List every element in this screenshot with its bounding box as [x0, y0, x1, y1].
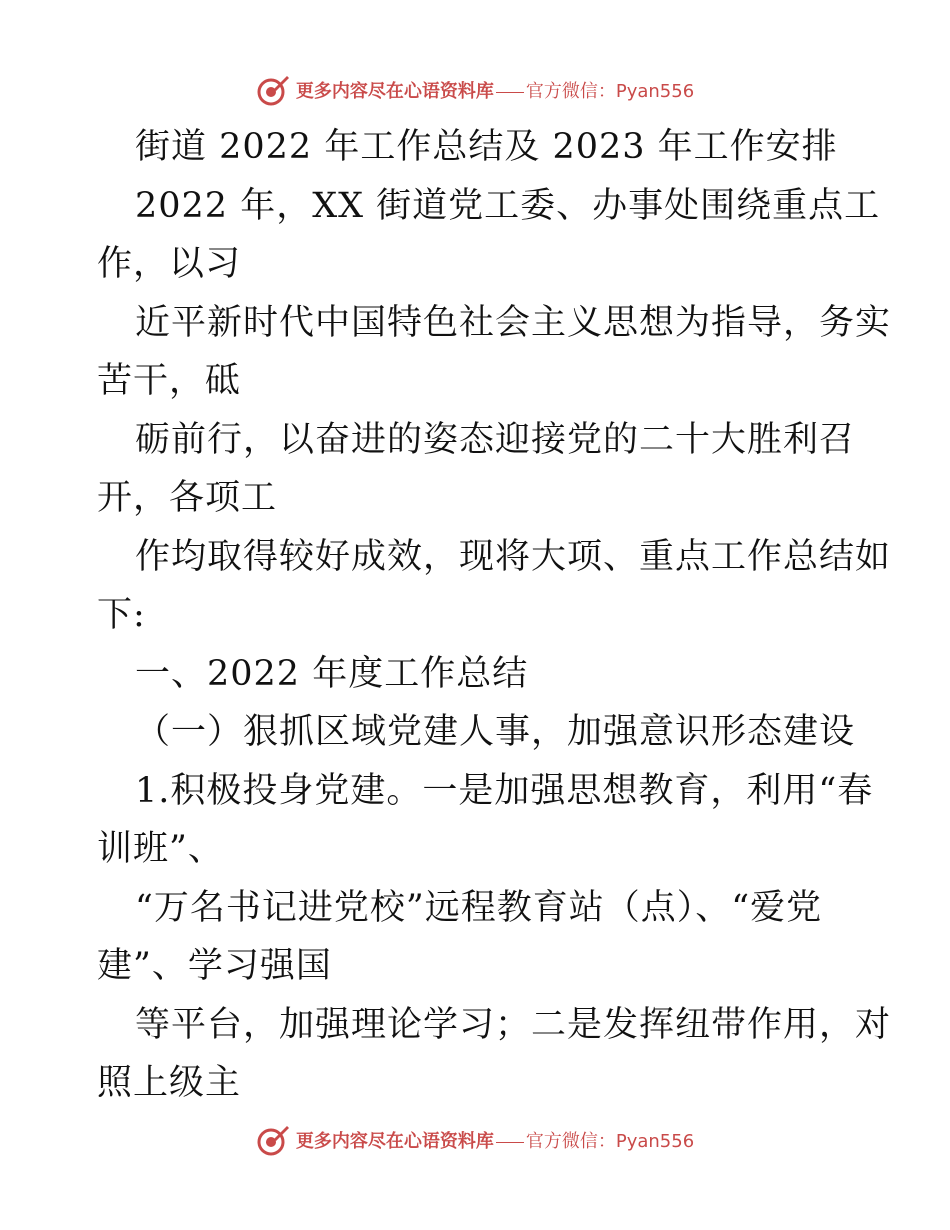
document-line: 等平台，加强理论学习；二是发挥纽带作用，对: [135, 1004, 892, 1045]
header-contact: 官方微信：Pyan556: [525, 81, 695, 102]
document-line: 近平新时代中国特色社会主义思想为指导，务实: [135, 302, 892, 343]
document-line: 下:: [97, 595, 146, 635]
pen-logo-icon: [256, 1123, 290, 1157]
document-line: 开，各项工: [97, 478, 278, 518]
footer-brand: 更多内容尽在心语资料库: [295, 1131, 494, 1152]
document-line: 1.积极投身党建。一是加强思想教育，利用“春: [135, 770, 874, 811]
header-brand: 更多内容尽在心语资料库: [295, 81, 494, 102]
document-line: 训班”、: [97, 829, 224, 869]
header-banner: [0, 70, 950, 110]
document-line: 建”、学习强国: [97, 946, 332, 986]
footer-text: [296, 1127, 694, 1153]
document-line: “万名书记进党校”远程教育站（点）、“爱党: [135, 887, 823, 928]
document-body: [97, 118, 892, 1113]
document-line: 街道 2022 年工作总结及 2023 年工作安排: [135, 127, 838, 167]
document-line: 2022 年，XX 街道党工委、办事处围绕重点工: [135, 185, 881, 226]
document-line: 砺前行，以奋进的姿态迎接党的二十大胜利召: [135, 419, 856, 460]
document-line: 一、2022 年度工作总结: [135, 653, 529, 694]
document-line: 苦干，砥: [97, 361, 242, 401]
document-line: 作，以习: [97, 244, 242, 284]
pen-logo-icon: [256, 73, 290, 107]
document-line: 照上级主: [97, 1063, 242, 1103]
footer-contact: 官方微信：Pyan556: [525, 1131, 695, 1152]
footer-banner: [0, 1120, 950, 1160]
header-text: [296, 77, 694, 103]
header-dash: [496, 92, 524, 93]
document-line: 作均取得较好成效，现将大项、重点工作总结如: [135, 536, 892, 577]
footer-dash: [496, 1142, 524, 1143]
document-line: （一）狠抓区域党建人事，加强意识形态建设: [135, 712, 856, 752]
